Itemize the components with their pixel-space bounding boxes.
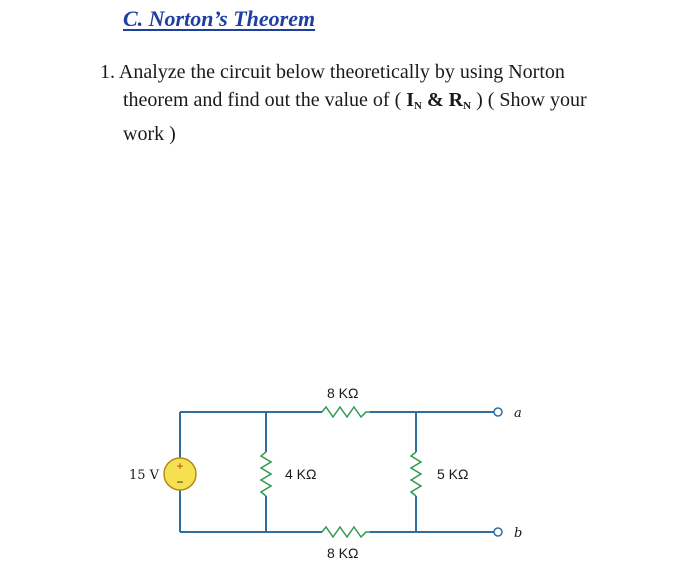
resistor-right [411,452,421,496]
resistor-right-label: 5 KΩ [437,466,469,482]
terminal-a-icon [494,408,502,416]
question-text-1: Analyze the circuit below theoretically by using Norton [118,61,565,83]
resistor-bottom-label: 8 KΩ [327,545,359,561]
question-line-3: work ) [123,123,176,145]
resistor-left-label: 4 KΩ [285,466,317,482]
source-label: 15 V [129,468,160,483]
current-subscript: N [414,100,422,112]
ampersand: & [427,89,444,111]
question-text-3: ) ( Show your [476,89,587,111]
question-text-2: theorem and find out the value of ( [123,89,402,111]
resistance-subscript: N [463,100,472,112]
terminal-a-label: a [514,406,522,421]
resistor-bottom [322,527,370,537]
source-plus-sign: + [176,459,184,473]
terminal-b-icon [494,528,502,536]
source-minus-sign: − [176,475,184,489]
resistance-letter: R [448,89,464,111]
resistor-top [322,407,370,417]
terminal-b-label: b [514,526,523,541]
resistor-top-label: 8 KΩ [327,385,359,401]
section-heading: C. Norton’s Theorem [123,6,316,31]
resistor-left [261,452,271,496]
question-number: 1. [100,61,115,83]
current-letter: I [406,89,415,111]
